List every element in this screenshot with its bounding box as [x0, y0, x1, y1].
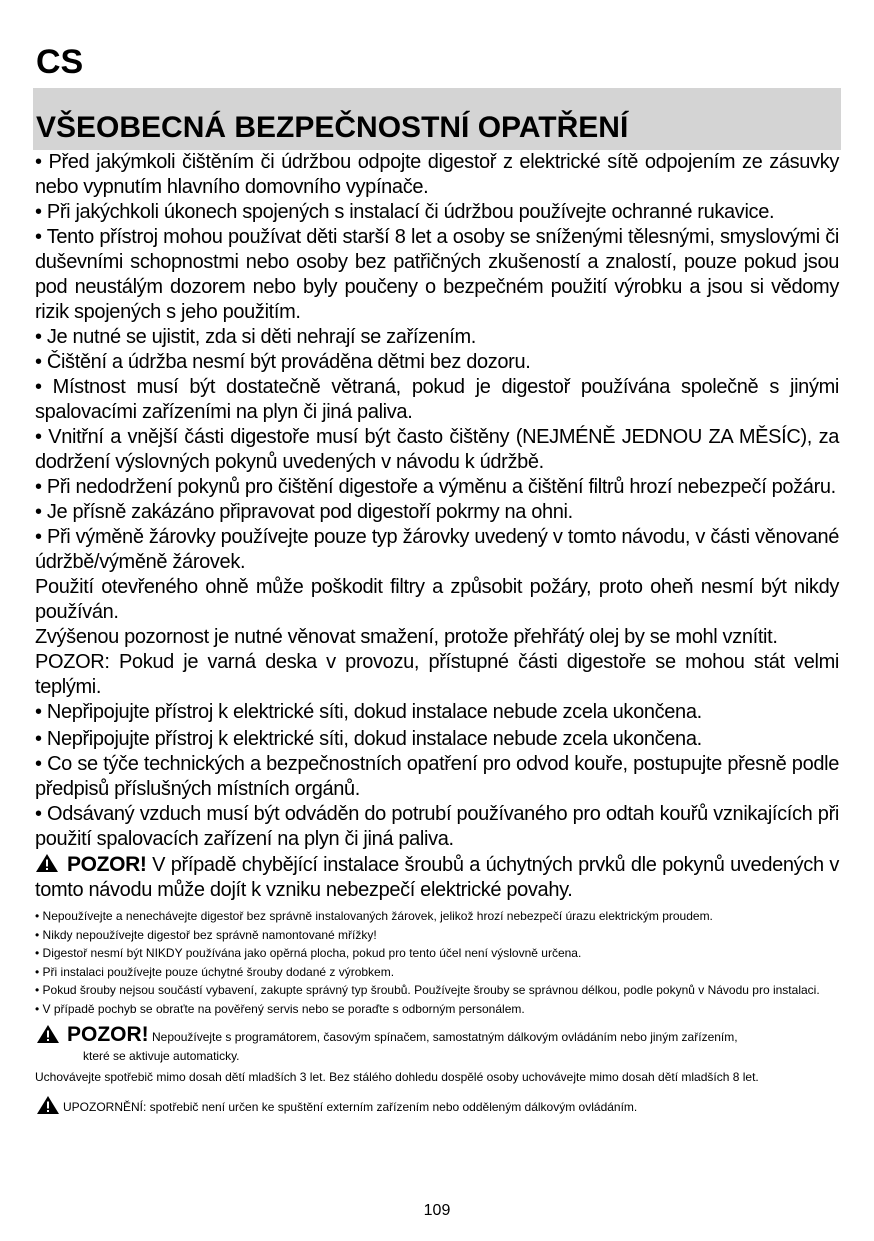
paragraph: • Nepřipojujte přístroj k elektrické síti, dokud instalace nebude zcela ukončena.: [35, 701, 702, 723]
warning-paragraph: [35, 1024, 839, 1047]
safety-text: [35, 150, 839, 1116]
list-item: • Při instalaci používejte pouze úchytné šrouby dodané z výrobkem.: [35, 964, 395, 979]
paragraph: • Před jakýmkoli čištěním či údržbou odpojte digestoř z elektrické sítě odpojením ze zásuvky nebo vypnutím hlavního domovního vypínače.: [35, 151, 839, 198]
list-item: • Nepoužívejte a nenechávejte digestoř bez správně instalovaných žárovek, jelikož hrozí nebezpečí úrazu elektrickým proudem.: [35, 909, 713, 923]
warning-icon: [35, 1024, 61, 1044]
paragraph: • Je nutné se ujistit, zda si děti nehrají se zařízením.: [35, 326, 476, 348]
paragraph: • Je přísně zakázáno připravovat pod digestoří pokrmy na ohni.: [35, 501, 573, 523]
warning-text: Nepoužívejte s programátorem, časovým spínačem, samostatným dálkovým ovládáním nebo jiným zařízením,: [148, 1030, 738, 1044]
paragraph: Zvýšenou pozornost je nutné věnovat smažení, protože přehřátý olej by se mohl vznítit.: [35, 626, 778, 648]
paragraph: • Tento přístroj mohou používat děti starší 8 let a osoby se sníženými tělesnými, smyslovými či duševními schopnostmi nebo osoby bez patřičných zkušeností a znalostí, pouze pokud jsou pod neustálým dozorem nebo byly poučeny o bezpečném použití výrobku a jsou si vědomy rizik spojených s jeho použitím.: [35, 226, 839, 323]
paragraph: POZOR: Pokud je varná deska v provozu, přístupné části digestoře se mohou stát velmi teplými.: [35, 651, 839, 698]
paragraph: • Čištění a údržba nesmí být prováděna dětmi bez dozoru.: [35, 351, 531, 373]
paragraph: • Při jakýchkoli úkonech spojených s instalací či údržbou používejte ochranné rukavice.: [35, 201, 775, 223]
warning-text: UPOZORNĚNÍ: spotřebič není určen ke spuštění externím zařízením nebo odděleným dálkovým ovládáním.: [63, 1099, 638, 1114]
list-item: • V případě pochyb se obraťte na pověřený servis nebo se poraďte s odborným personálem.: [35, 1001, 525, 1016]
warning-icon: [35, 853, 59, 873]
list-item: • Digestoř nesmí být NIKDY používána jako opěrná plocha, pokud pro tento účel není výslovně určena.: [35, 946, 582, 960]
list-item: • Pokud šrouby nejsou součástí vybavení, zakupte správný typ šroubů. Používejte šrouby se správnou délkou, podle pokynů v Návodu pro instalaci.: [35, 983, 820, 997]
warning-text: V případě chybějící instalace šroubů a úchytných prvků dle pokynů uvedených v tomto návodu může dojít k vzniku nebezpečí elektrické povahy.: [35, 854, 839, 901]
paragraph: • Při nedodržení pokynů pro čištění digestoře a výměnu a čištění filtrů hrozí nebezpečí požáru.: [35, 476, 836, 498]
children-note: Uchovávejte spotřebič mimo dosah dětí mladších 3 let. Bez stálého dohledu dospělé osoby uchovávejte mimo dosah dětí mladších 8 let.: [35, 1070, 759, 1084]
warning-icon: [35, 1095, 61, 1115]
paragraph: • Při výměně žárovky používejte pouze typ žárovky uvedený v tomto návodu, v části věnované údržbě/výměně žárovek.: [35, 526, 839, 573]
list-item: • Nikdy nepoužívejte digestoř bez správně namontované mřížky!: [35, 927, 377, 942]
language-code: CS: [36, 43, 84, 81]
paragraph: • Vnitřní a vnější části digestoře musí být často čištěny (NEJMÉNĚ JEDNOU ZA MĚSÍC), za dodržení výslovných pokynů uvedených v návodu k údržbě.: [35, 426, 839, 473]
paragraph: • Co se týče technických a bezpečnostních opatření pro odvod kouře, postupujte přesně podle předpisů příslušných místních orgánů.: [35, 753, 839, 800]
page-number: 109: [423, 1202, 451, 1219]
warning-paragraph: [35, 1095, 839, 1117]
paragraph: Použití otevřeného ohně může poškodit filtry a způsobit požáry, proto oheň nesmí být nikdy používán.: [35, 576, 839, 623]
small-list: [35, 907, 839, 1018]
paragraph: • Odsávaný vzduch musí být odváděn do potrubí používaného pro odtah kouřů vznikajících při použití spalovacích zařízení na plyn či jiná paliva.: [35, 803, 839, 850]
paragraph: • Nepřipojujte přístroj k elektrické síti, dokud instalace nebude zcela ukončena.: [35, 728, 702, 750]
warning-text-continued: které se aktivuje automaticky.: [83, 1048, 240, 1063]
warning-label: POZOR!: [67, 1023, 149, 1046]
section-title: VŠEOBECNÁ BEZPEČNOSTNÍ OPATŘENÍ: [36, 111, 629, 144]
warning-paragraph: [35, 852, 839, 903]
warning-label: POZOR!: [67, 853, 147, 876]
paragraph: • Místnost musí být dostatečně větraná, pokud je digestoř používána společně s jinými spalovacími zařízeními na plyn či jiná paliva.: [35, 376, 839, 423]
